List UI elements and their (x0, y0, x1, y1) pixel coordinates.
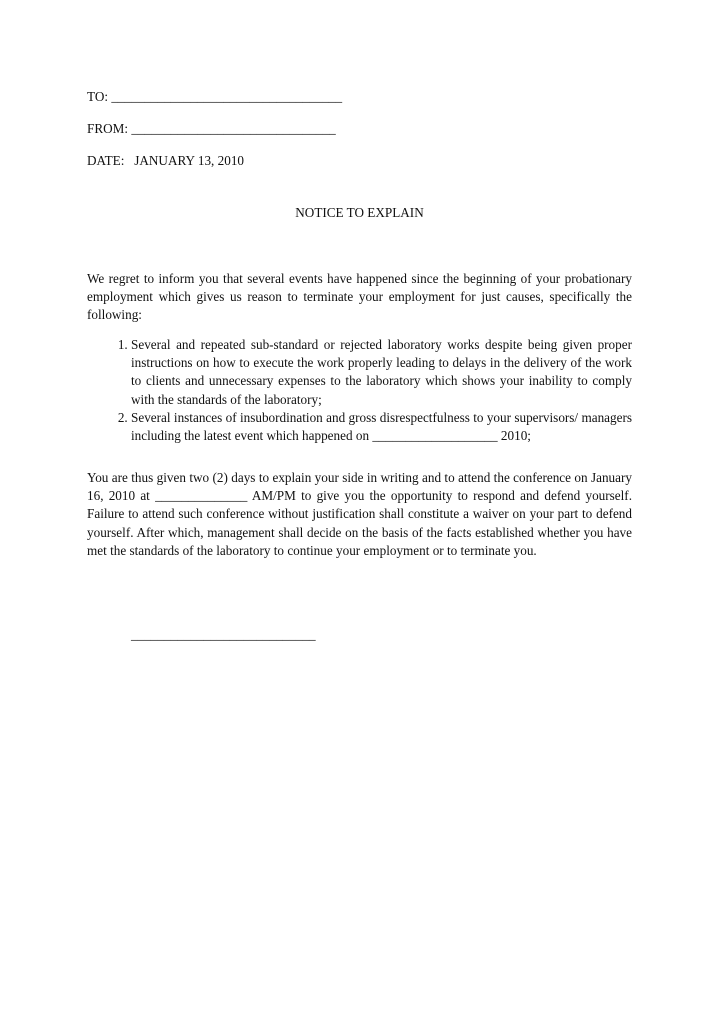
intro-paragraph: We regret to inform you that several events have happened since the beginning of your probationary employment which gives us reason to terminate your employment for just causes, specifically the following: (87, 271, 632, 323)
from-blank: _______________________________ (131, 121, 336, 136)
from-line (87, 121, 336, 137)
date-value: JANUARY 13, 2010 (134, 153, 245, 168)
charge-item: 2. Several instances of insubordination and gross disrespectfulness to your supervisors/ managers including the latest event which happened on ___________________ 2010; (131, 409, 632, 445)
charges-list (87, 336, 632, 445)
date-line (87, 153, 244, 169)
from-label: FROM: (87, 121, 129, 136)
signature-line: ____________________________ (131, 627, 316, 642)
document-title (0, 205, 719, 221)
document-title-text: NOTICE TO EXPLAIN (295, 205, 424, 220)
charge-item: 1. Several and repeated sub-standard or rejected laboratory works despite being given proper instructions on how to execute the work properly leading to delays in the delivery of the work to clients and unnecessary expenses to the laboratory which shows your inability to comply with the standards of the laboratory; (131, 336, 632, 409)
to-label: TO: (87, 89, 109, 104)
date-label: DATE: (87, 153, 125, 168)
to-line (87, 89, 342, 105)
to-blank: ___________________________________ (111, 89, 343, 104)
closing-paragraph: You are thus given two (2) days to explain your side in writing and to attend the conference on January 16, 2010 at ______________ AM/PM to give you the opportunity to respond and defend yourself. Failure to attend such conference without justification shall constitute a waiver on your part to defend yourself. After which, management shall decide on the basis of the facts established whether you have met the standards of the laboratory to continue your employment or to terminate you. (87, 470, 632, 558)
